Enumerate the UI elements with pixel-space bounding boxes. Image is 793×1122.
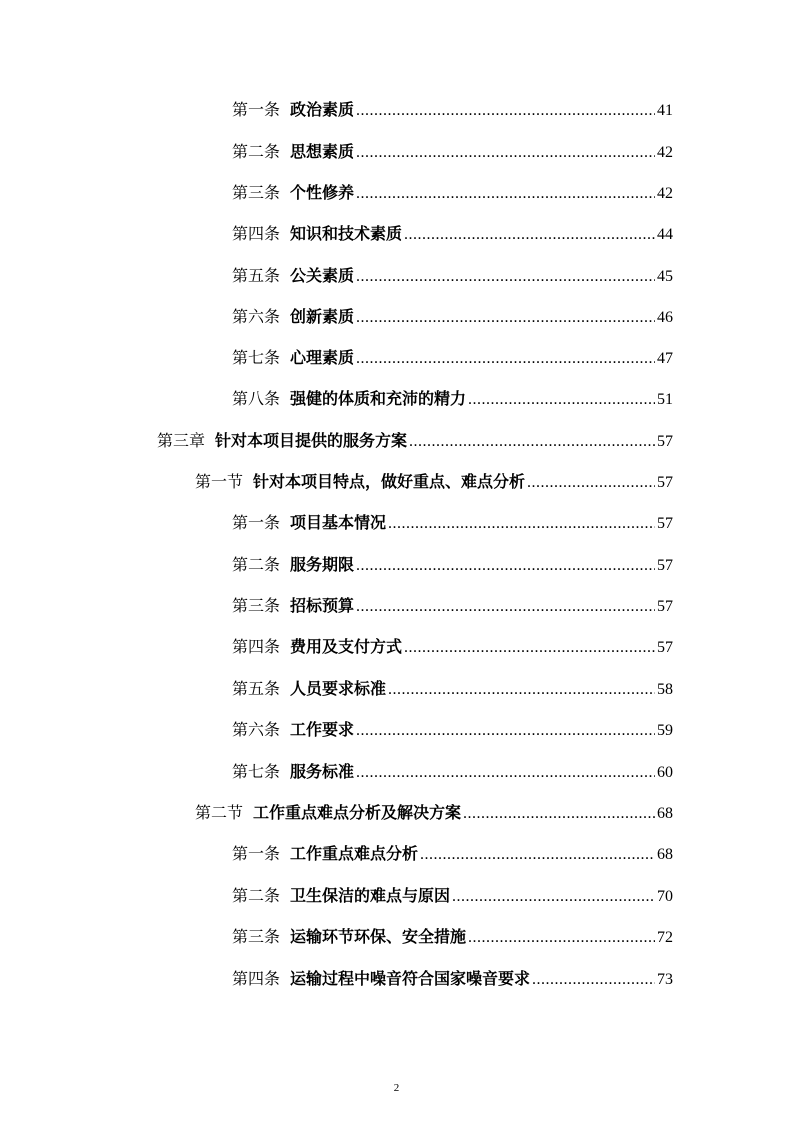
toc-entry-page: 57 bbox=[657, 515, 673, 532]
toc-entry[interactable] bbox=[232, 759, 673, 785]
toc-entry[interactable] bbox=[232, 552, 673, 578]
toc-entry-number: 第八条 bbox=[232, 389, 281, 408]
toc-entry-number: 第二条 bbox=[232, 142, 281, 161]
toc-entry[interactable] bbox=[232, 345, 673, 371]
toc-entry-page: 57 bbox=[657, 639, 673, 656]
toc-entry[interactable] bbox=[232, 510, 673, 536]
toc-entry-number: 第三条 bbox=[232, 596, 281, 615]
toc-entry-page: 51 bbox=[657, 391, 673, 408]
dot-leader bbox=[420, 842, 655, 868]
dot-leader bbox=[404, 635, 655, 661]
dot-leader bbox=[356, 98, 655, 124]
toc-entry-title: 针对本项目特点，做好重点、难点分析 bbox=[253, 472, 526, 491]
dot-leader bbox=[404, 222, 655, 248]
dot-leader bbox=[356, 553, 655, 579]
toc-entry-number: 第六条 bbox=[232, 307, 281, 326]
toc-entry-page: 46 bbox=[657, 309, 673, 326]
toc-entry-number: 第四条 bbox=[232, 224, 281, 243]
toc-entry-number: 第五条 bbox=[232, 266, 281, 285]
toc-entry-number: 第二条 bbox=[232, 886, 281, 905]
dot-leader bbox=[356, 140, 655, 166]
toc-entry-title: 服务标准 bbox=[290, 762, 355, 781]
toc-entry-page: 41 bbox=[657, 102, 673, 119]
dot-leader bbox=[463, 801, 655, 827]
toc-entry-title: 政治素质 bbox=[290, 100, 355, 119]
toc-entry-title: 创新素质 bbox=[290, 307, 355, 326]
dot-leader bbox=[356, 594, 655, 620]
dot-leader bbox=[388, 511, 655, 537]
dot-leader bbox=[468, 387, 655, 413]
toc-entry[interactable] bbox=[232, 883, 673, 909]
toc-entry-page: 60 bbox=[657, 764, 673, 781]
toc-entry-number: 第二条 bbox=[232, 555, 281, 574]
toc-entry-page: 68 bbox=[657, 805, 673, 822]
dot-leader bbox=[356, 760, 655, 786]
toc-entry-number: 第七条 bbox=[232, 348, 281, 367]
toc-entry-number: 第一条 bbox=[232, 513, 281, 532]
toc-entry-section[interactable] bbox=[195, 800, 673, 826]
toc-entry-page: 59 bbox=[657, 722, 673, 739]
toc-entry-number: 第七条 bbox=[232, 762, 281, 781]
toc-entry[interactable] bbox=[232, 593, 673, 619]
toc-entry-number: 第四条 bbox=[232, 637, 281, 656]
toc-entry[interactable] bbox=[232, 634, 673, 660]
toc-entry[interactable] bbox=[232, 676, 673, 702]
toc-entry-title: 针对本项目提供的服务方案 bbox=[215, 431, 408, 450]
toc-entry-page: 57 bbox=[657, 474, 673, 491]
toc-entry-page: 57 bbox=[657, 598, 673, 615]
dot-leader bbox=[527, 470, 655, 496]
toc-entry-page: 73 bbox=[657, 971, 673, 988]
toc-entry-title: 知识和技术素质 bbox=[290, 224, 403, 243]
page-number: 2 bbox=[393, 1082, 400, 1094]
toc-entry-chapter[interactable] bbox=[157, 428, 673, 454]
toc-entry-title: 工作重点难点分析及解决方案 bbox=[253, 803, 462, 822]
toc-entry-number: 第三条 bbox=[232, 927, 281, 946]
toc-entry-title: 服务期限 bbox=[290, 555, 355, 574]
toc-entry-page: 68 bbox=[657, 846, 673, 863]
dot-leader bbox=[356, 264, 655, 290]
dot-leader bbox=[356, 305, 655, 331]
toc-entry-title: 公关素质 bbox=[290, 266, 355, 285]
toc-entry[interactable] bbox=[232, 304, 673, 330]
toc-entry-page: 58 bbox=[657, 681, 673, 698]
toc-entry-title: 费用及支付方式 bbox=[290, 637, 403, 656]
toc-entry-title: 运输过程中噪音符合国家噪音要求 bbox=[290, 969, 531, 988]
toc-entry[interactable] bbox=[232, 97, 673, 123]
toc-entry-number: 第五条 bbox=[232, 679, 281, 698]
toc-entry-title: 心理素质 bbox=[290, 348, 355, 367]
toc-entry-title: 运输环节环保、安全措施 bbox=[290, 927, 467, 946]
toc-entry-title: 招标预算 bbox=[290, 596, 355, 615]
toc-entry-title: 工作重点难点分析 bbox=[290, 844, 419, 863]
dot-leader bbox=[388, 677, 655, 703]
toc-entry-page: 45 bbox=[657, 268, 673, 285]
toc-entry-title: 工作要求 bbox=[290, 720, 355, 739]
toc-entry[interactable] bbox=[232, 924, 673, 950]
toc-entry-page: 47 bbox=[657, 350, 673, 367]
toc-entry-page: 72 bbox=[657, 929, 673, 946]
dot-leader bbox=[468, 925, 655, 951]
toc-entry[interactable] bbox=[232, 841, 673, 867]
dot-leader bbox=[532, 967, 655, 993]
dot-leader bbox=[409, 429, 655, 455]
toc-entry-number: 第一条 bbox=[232, 844, 281, 863]
toc-entry-page: 42 bbox=[657, 185, 673, 202]
toc-entry[interactable] bbox=[232, 221, 673, 247]
toc-entry[interactable] bbox=[232, 180, 673, 206]
dot-leader bbox=[356, 346, 655, 372]
toc-entry-number: 第一条 bbox=[232, 100, 281, 119]
toc-entry-page: 42 bbox=[657, 144, 673, 161]
toc-entry[interactable] bbox=[232, 966, 673, 992]
toc-entry-number: 第四条 bbox=[232, 969, 281, 988]
toc-entry-title: 强健的体质和充沛的精力 bbox=[290, 389, 467, 408]
toc-entry[interactable] bbox=[232, 263, 673, 289]
dot-leader bbox=[356, 181, 655, 207]
toc-entry[interactable] bbox=[232, 717, 673, 743]
toc-entry[interactable] bbox=[232, 386, 673, 412]
toc-entry-title: 卫生保洁的难点与原因 bbox=[290, 886, 451, 905]
toc-entry-title: 思想素质 bbox=[290, 142, 355, 161]
toc-entry[interactable] bbox=[232, 139, 673, 165]
toc-entry-title: 项目基本情况 bbox=[290, 513, 387, 532]
dot-leader bbox=[452, 884, 655, 910]
toc-entry-page: 70 bbox=[657, 888, 673, 905]
toc-entry-number: 第三条 bbox=[232, 183, 281, 202]
toc-entry-page: 44 bbox=[657, 226, 673, 243]
dot-leader bbox=[356, 718, 655, 744]
toc-entry-number: 第一节 bbox=[195, 472, 244, 491]
toc-entry-number: 第三章 bbox=[157, 431, 206, 450]
toc-entry-page: 57 bbox=[657, 557, 673, 574]
toc-entry-number: 第六条 bbox=[232, 720, 281, 739]
toc-entry-number: 第二节 bbox=[195, 803, 244, 822]
toc-entry-title: 人员要求标准 bbox=[290, 679, 387, 698]
toc-entry-page: 57 bbox=[657, 433, 673, 450]
toc-entry-section[interactable] bbox=[195, 469, 673, 495]
toc-entry-title: 个性修养 bbox=[290, 183, 355, 202]
